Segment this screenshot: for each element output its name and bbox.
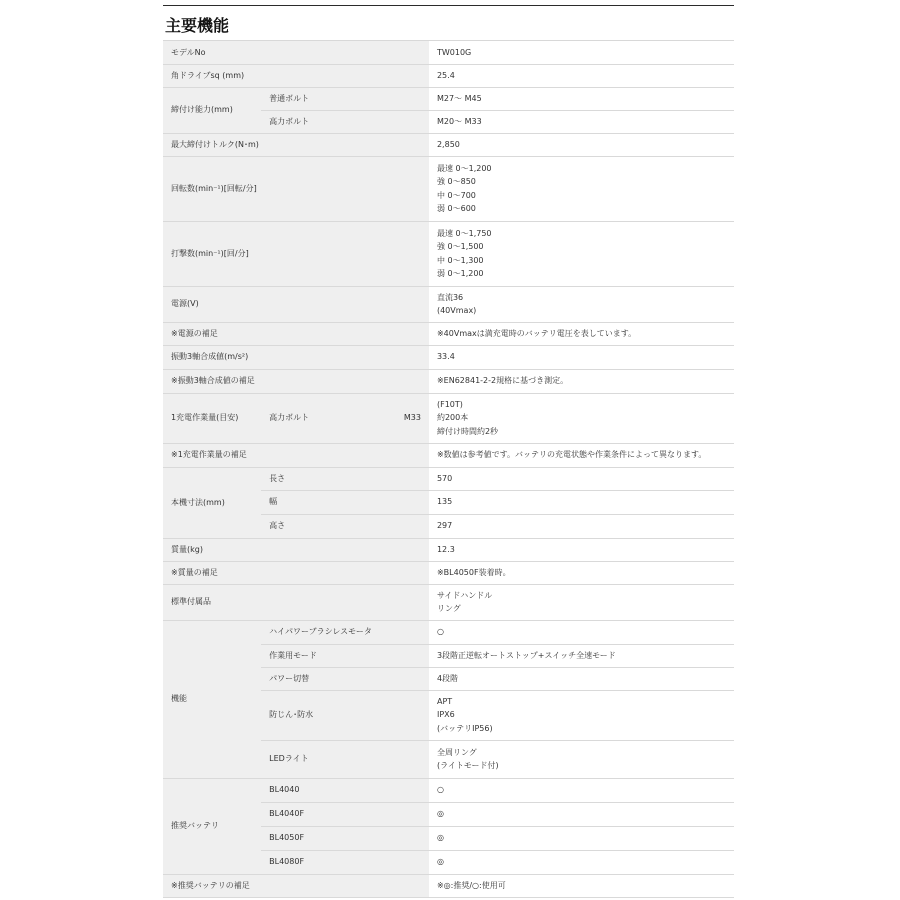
- row-label: 電源(V): [163, 286, 429, 322]
- row-value: [429, 584, 734, 620]
- row-sublabel: 幅: [261, 490, 429, 514]
- row-label: 質量(kg): [163, 538, 429, 561]
- row-value: 12.3: [429, 538, 734, 561]
- row-label: モデルNo: [163, 41, 429, 64]
- row-label: 振動3軸合成値(m/s²): [163, 345, 429, 369]
- row-value: ○: [429, 778, 734, 802]
- value-line: 強 0～850: [436, 177, 476, 186]
- table-row-vibration: [163, 345, 734, 369]
- row-label: 1充電作業量(目安): [163, 393, 261, 443]
- value-line: (40Vmax): [436, 306, 477, 315]
- row-label: 締付け能力(mm): [163, 87, 261, 133]
- value-line: IPX6: [436, 710, 455, 720]
- row-sublabel: 高さ: [261, 514, 429, 538]
- value-line: 弱 0～600: [436, 204, 476, 213]
- row-sublabel: BL4080F: [261, 850, 429, 874]
- sublabel-size: M33: [403, 413, 421, 423]
- value-line: 中 0～700: [436, 190, 476, 200]
- row-value: [429, 393, 734, 443]
- row-value: 570: [429, 467, 734, 490]
- row-value: [429, 286, 734, 322]
- row-value: M27～ M45: [429, 87, 734, 110]
- row-value: ○: [429, 620, 734, 644]
- row-sublabel: 高力ボルト: [261, 110, 429, 133]
- value-line: (バッテリIP56): [436, 723, 493, 733]
- row-value: ※数値は参考値です。バッテリの充電状態や作業条件によって異なります。: [429, 443, 734, 467]
- row-value: 3段階正逆転オートストップ+スイッチ全速モード: [429, 644, 734, 667]
- table-row-vibration-note: [163, 369, 734, 393]
- row-value: 25.4: [429, 64, 734, 87]
- row-label: 機能: [163, 620, 261, 778]
- row-sublabel: 長さ: [261, 467, 429, 490]
- table-row-battery: [163, 778, 734, 802]
- table-row-work-note: [163, 443, 734, 467]
- row-value: M20～ M33: [429, 110, 734, 133]
- table-row-features-motor: [163, 620, 734, 644]
- value-line: 中 0～1,300: [436, 255, 484, 265]
- table-row-work: [163, 393, 734, 443]
- row-value: [429, 221, 734, 286]
- row-label: 本機寸法(mm): [163, 467, 261, 538]
- table-row-power-note: [163, 322, 734, 345]
- table-row-capacity: [163, 87, 734, 110]
- row-sublabel: パワー切替: [261, 667, 429, 690]
- section-title: 主要機能: [163, 12, 734, 41]
- row-value: ◎: [429, 826, 734, 850]
- table-row-battery-note: [163, 874, 734, 897]
- row-label: ※質量の補足: [163, 561, 429, 584]
- row-sublabel: ハイパワーブラシレスモータ: [261, 620, 429, 644]
- table-row-drive: [163, 64, 734, 87]
- row-label: 回転数(min⁻¹)[回転/分]: [163, 156, 429, 221]
- value-line: 強 0～1,500: [436, 242, 484, 251]
- row-sublabel: [261, 393, 429, 443]
- row-value: 2,850: [429, 133, 734, 156]
- row-sublabel: BL4040: [261, 778, 429, 802]
- value-line: 直流36: [436, 292, 464, 302]
- value-line: リング: [436, 604, 461, 613]
- table-row-model: [163, 41, 734, 64]
- table-row-power: [163, 286, 734, 322]
- spec-table: [163, 41, 734, 898]
- row-label: ※電源の補足: [163, 322, 429, 345]
- table-row-torque: [163, 133, 734, 156]
- row-label: ※1充電作業量の補足: [163, 443, 429, 467]
- row-value: ◎: [429, 802, 734, 826]
- row-label: ※推奨バッテリの補足: [163, 874, 429, 897]
- value-line: (F10T): [436, 399, 463, 409]
- value-line: 最速 0～1,750: [436, 228, 492, 238]
- spec-section: [163, 0, 734, 898]
- row-value: ※◎:推奨/○:使用可: [429, 874, 734, 897]
- row-value: TW010G: [429, 41, 734, 64]
- row-value: ※40Vmaxは満充電時のバッテリ電圧を表しています。: [429, 322, 734, 345]
- row-label: 標準付属品: [163, 584, 429, 620]
- row-value: ※BL4050F装着時。: [429, 561, 734, 584]
- row-value: [429, 156, 734, 221]
- value-line: 全周リング: [436, 747, 477, 757]
- table-row-rpm: [163, 156, 734, 221]
- value-line: (ライトモード付): [436, 761, 499, 770]
- row-value: [429, 690, 734, 740]
- table-row-accessories: [163, 584, 734, 620]
- sublabel-text: 高力ボルト: [269, 413, 310, 423]
- row-value: 4段階: [429, 667, 734, 690]
- top-divider: [163, 5, 734, 12]
- row-label: 推奨バッテリ: [163, 778, 261, 874]
- value-line: 約200本: [436, 413, 469, 423]
- table-row-weight-note: [163, 561, 734, 584]
- row-label: ※振動3軸合成値の補足: [163, 369, 429, 393]
- row-sublabel: 防じん･防水: [261, 690, 429, 740]
- table-row-ipm: [163, 221, 734, 286]
- value-line: 弱 0～1,200: [436, 269, 484, 278]
- table-row-dimensions: [163, 467, 734, 490]
- table-row-weight: [163, 538, 734, 561]
- row-label: 打撃数(min⁻¹)[回/分]: [163, 221, 429, 286]
- row-sublabel: BL4050F: [261, 826, 429, 850]
- row-value: 297: [429, 514, 734, 538]
- row-value: ※EN62841-2-2規格に基づき測定。: [429, 369, 734, 393]
- row-value: 33.4: [429, 345, 734, 369]
- row-label: 角ドライブsq (mm): [163, 64, 429, 87]
- row-label: 最大締付けトルク(N･m): [163, 133, 429, 156]
- row-value: 135: [429, 490, 734, 514]
- value-line: APT: [436, 696, 453, 706]
- row-value: ◎: [429, 850, 734, 874]
- row-sublabel: 作業用モード: [261, 644, 429, 667]
- row-sublabel: BL4040F: [261, 802, 429, 826]
- value-line: サイドハンドル: [436, 590, 493, 600]
- row-sublabel: 普通ボルト: [261, 87, 429, 110]
- row-value: [429, 740, 734, 778]
- value-line: 締付け時間約2秒: [436, 426, 499, 436]
- row-sublabel: LEDライト: [261, 740, 429, 778]
- value-line: 最速 0～1,200: [436, 163, 492, 173]
